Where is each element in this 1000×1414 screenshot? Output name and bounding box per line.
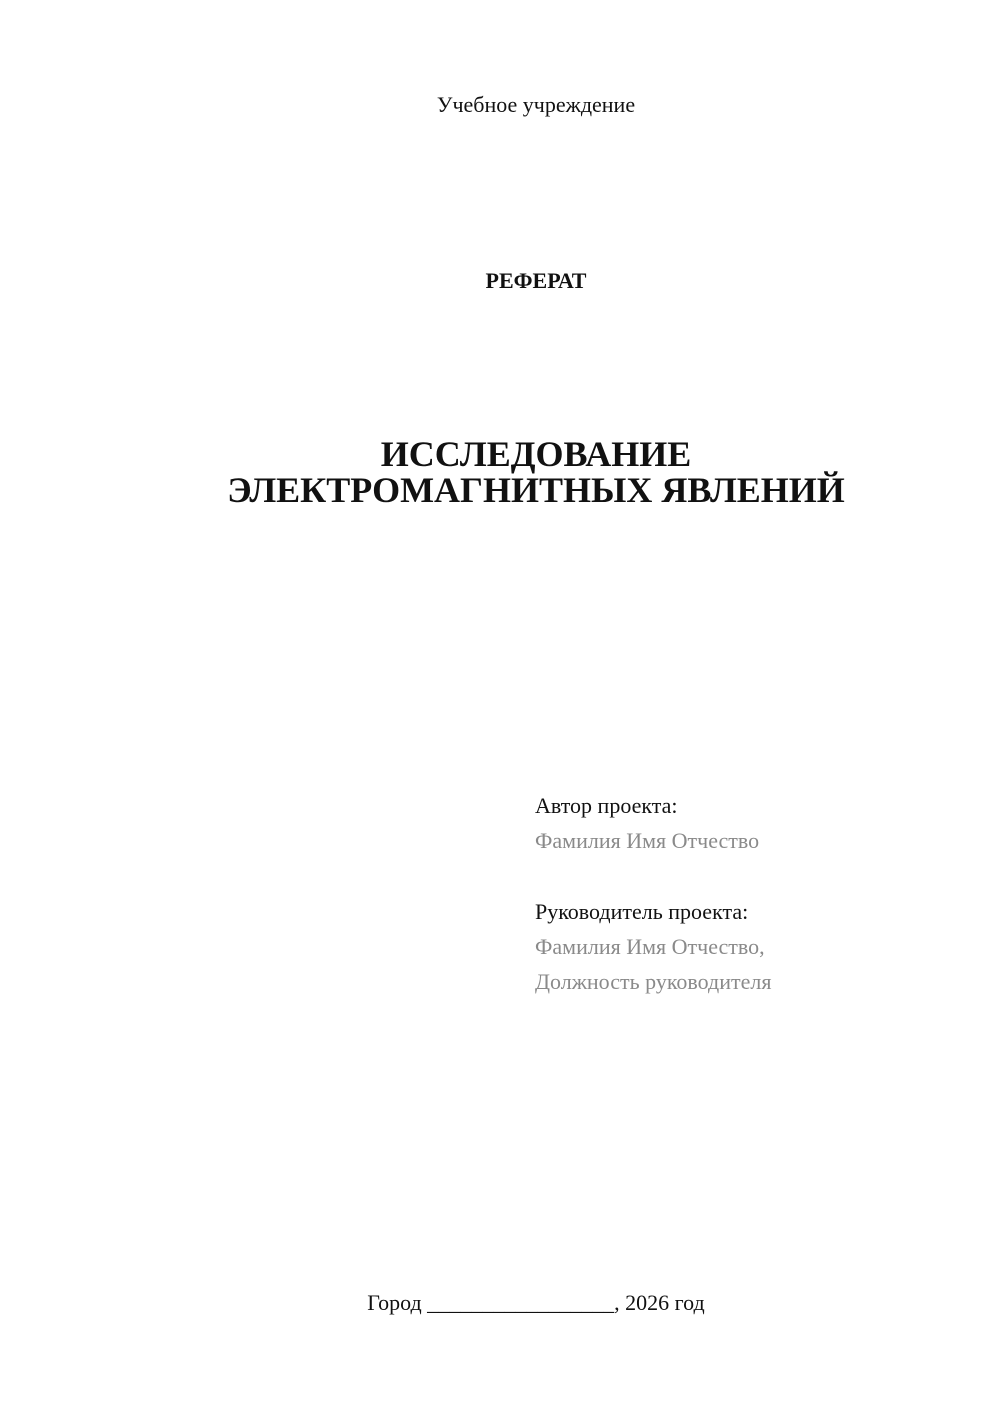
supervisor-name: Фамилия Имя Отчество, [535,934,765,959]
section-spacer [535,858,975,894]
project-info [535,788,975,999]
author-name: Фамилия Имя Отчество [535,828,760,853]
institution-name: Учебное учреждение [436,92,636,117]
document-type: РЕФЕРАТ [485,268,587,293]
city-year-line: Город _________________, 2026 год [367,1290,705,1315]
author-label: Автор проекта: [535,793,678,818]
supervisor-position: Должность руководителя [535,969,772,994]
document-title [0,436,1000,508]
title-line-2: ЭЛЕКТРОМАГНИТНЫХ ЯВЛЕНИЙ [227,470,845,510]
title-line-1: ИССЛЕДОВАНИЕ [380,434,692,474]
supervisor-label: Руководитель проекта: [535,899,749,924]
